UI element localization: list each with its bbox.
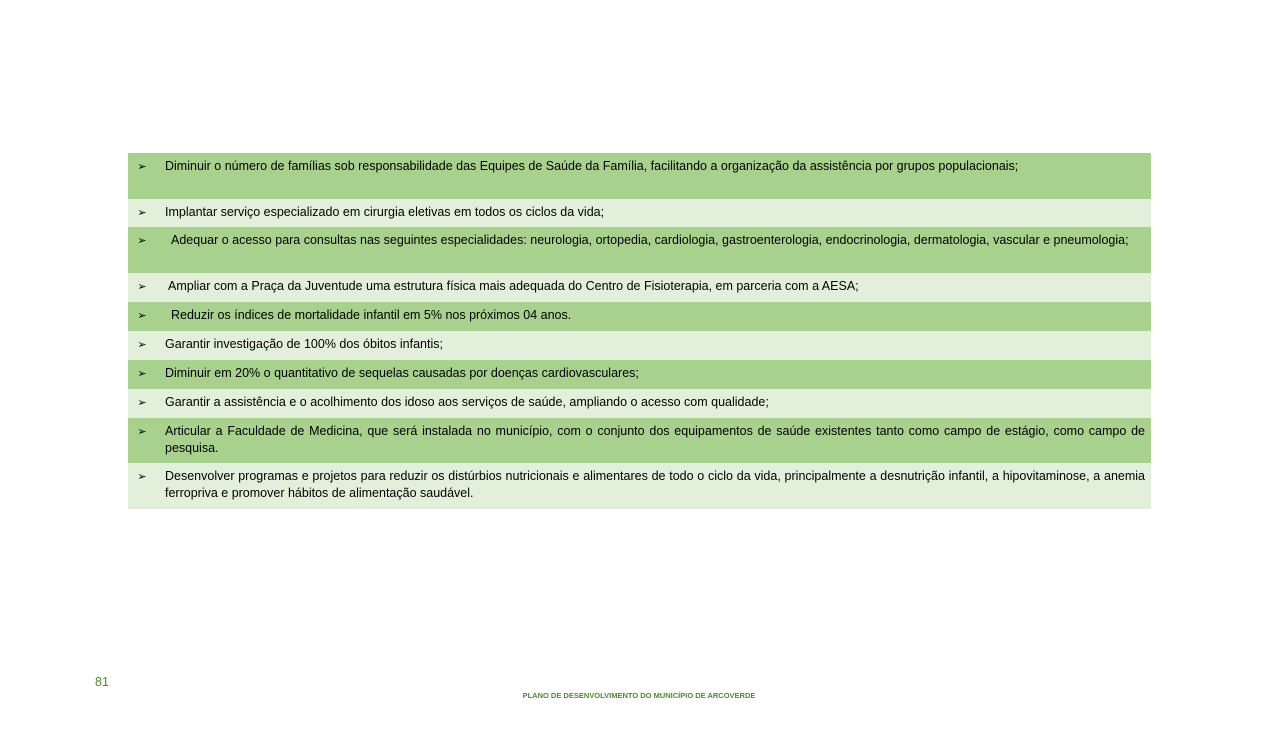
goal-text: Articular a Faculdade de Medicina, que será instalada no município, com o conjunto dos equipamentos de saúde existentes tanto como campo de estágio, como campo de pesquisa. xyxy=(165,424,1145,455)
arrow-bullet-icon: ➢ xyxy=(137,234,147,247)
goal-text: Adequar o acesso para consultas nas seguintes especialidades: neurologia, ortopedia, cardiologia, gastroenterologia, endocrinologia, dermatologia, vascular e pneumologia; xyxy=(171,233,1129,247)
goal-row xyxy=(128,463,1151,509)
goal-row xyxy=(128,227,1151,273)
goal-row xyxy=(128,389,1151,418)
goal-row xyxy=(128,360,1151,389)
arrow-bullet-icon: ➢ xyxy=(137,160,147,173)
arrow-bullet-icon: ➢ xyxy=(137,367,147,380)
goal-row xyxy=(128,273,1151,302)
goal-text: Reduzir os índices de mortalidade infantil em 5% nos próximos 04 anos. xyxy=(171,308,572,322)
goal-text: Garantir investigação de 100% dos óbitos infantis; xyxy=(165,337,443,351)
goal-text: Ampliar com a Praça da Juventude uma estrutura física mais adequada do Centro de Fisioterapia, em parceria com a AESA; xyxy=(168,279,859,293)
goal-text: Desenvolver programas e projetos para reduzir os distúrbios nutricionais e alimentares de todo o ciclo da vida, principalmente a desnutrição infantil, a hipovitaminose, a anemia ferropriva e promover hábitos de alimentação saudável. xyxy=(165,469,1145,500)
goal-text: Garantir a assistência e o acolhimento dos idoso aos serviços de saúde, ampliando o acesso com qualidade; xyxy=(165,395,769,409)
page-number: 81 xyxy=(95,675,109,689)
arrow-bullet-icon: ➢ xyxy=(137,280,147,293)
arrow-bullet-icon: ➢ xyxy=(137,309,147,322)
goal-row xyxy=(128,418,1151,463)
goal-row xyxy=(128,153,1151,199)
arrow-bullet-icon: ➢ xyxy=(137,470,147,483)
arrow-bullet-icon: ➢ xyxy=(137,338,147,351)
goal-row xyxy=(128,331,1151,360)
goal-row xyxy=(128,302,1151,331)
goal-row xyxy=(128,199,1151,227)
arrow-bullet-icon: ➢ xyxy=(137,396,147,409)
document-footer: PLANO DE DESENVOLVIMENTO DO MUNICÍPIO DE ARCOVERDE xyxy=(522,691,756,700)
arrow-bullet-icon: ➢ xyxy=(137,206,147,219)
goal-text: Diminuir em 20% o quantitativo de sequelas causadas por doenças cardiovasculares; xyxy=(165,366,639,380)
goal-text: Diminuir o número de famílias sob responsabilidade das Equipes de Saúde da Família, facilitando a organização da assistência por grupos populacionais; xyxy=(165,159,1019,173)
goals-table xyxy=(128,153,1151,509)
goal-text: Implantar serviço especializado em cirurgia eletivas em todos os ciclos da vida; xyxy=(165,205,605,219)
arrow-bullet-icon: ➢ xyxy=(137,425,147,438)
